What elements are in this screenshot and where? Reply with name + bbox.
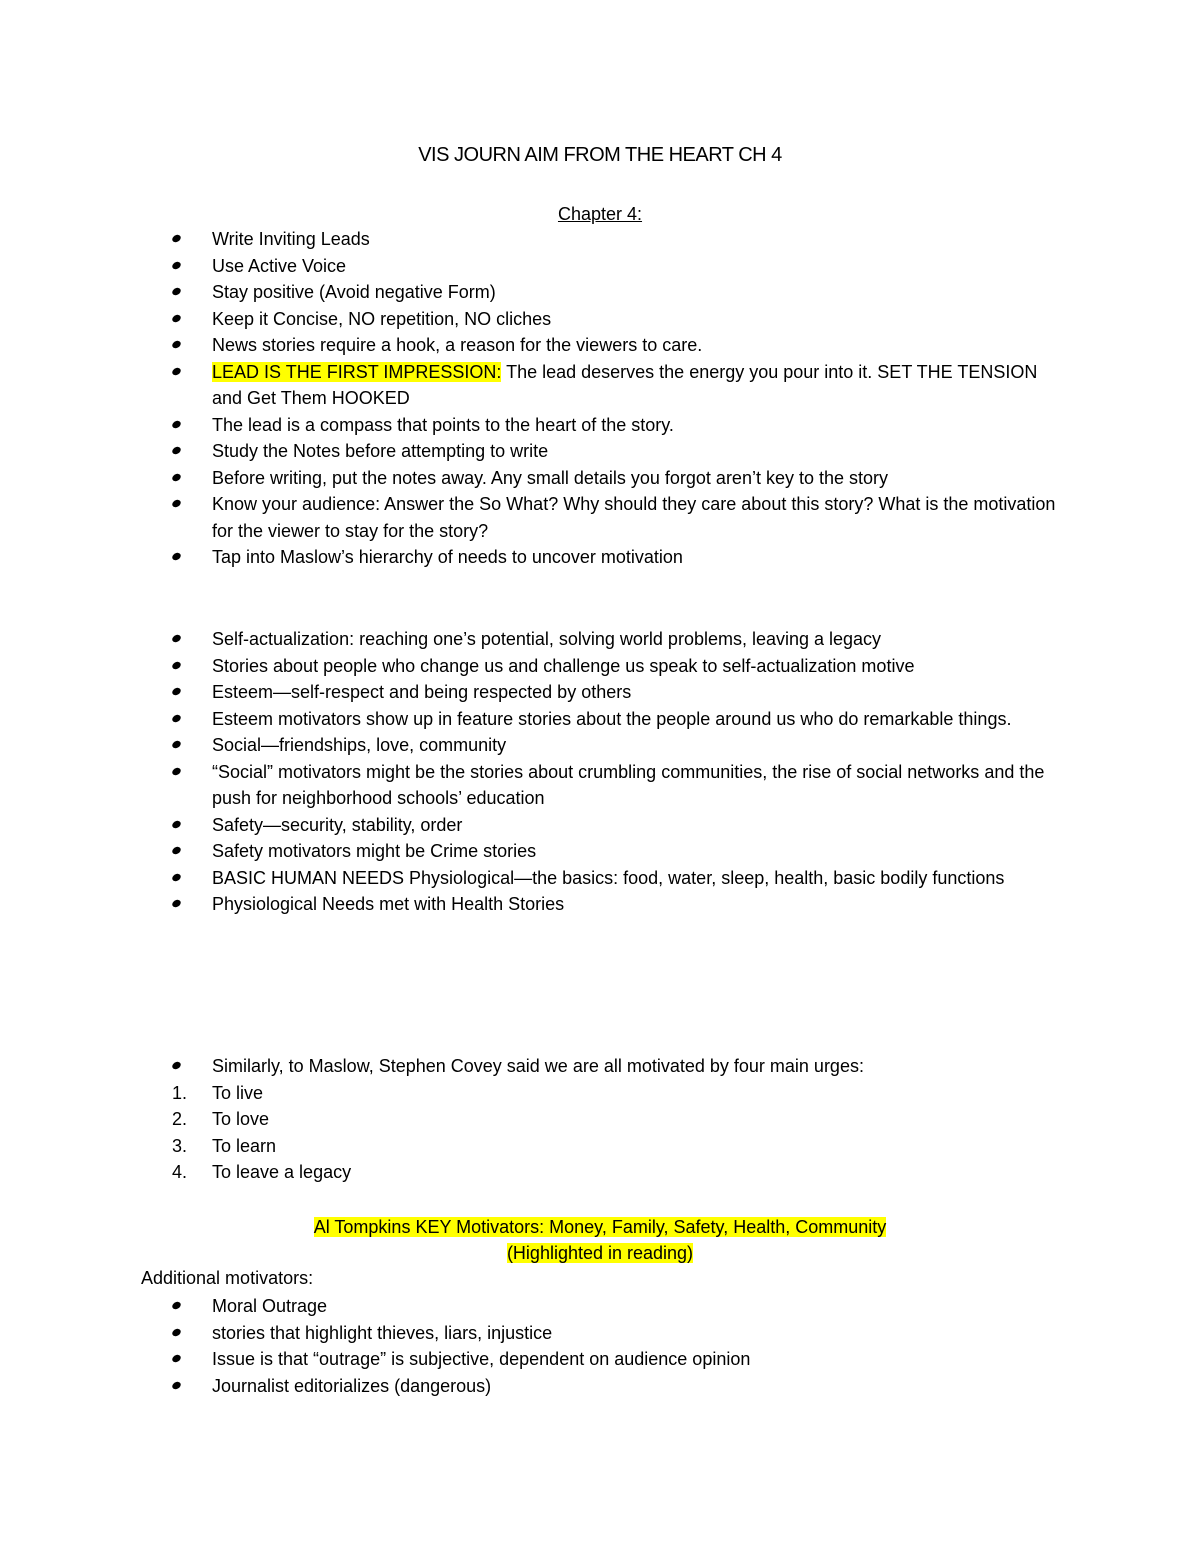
- bullet-icon: [171, 766, 182, 776]
- bullet-icon: [171, 419, 182, 429]
- list-item: Moral Outrage: [0, 1293, 1200, 1320]
- list-item: Similarly, to Maslow, Stephen Covey said we are all motivated by four main urges:: [0, 1053, 1200, 1080]
- list-item: News stories require a hook, a reason for the viewers to care.: [0, 332, 1200, 359]
- list-item: Tap into Maslow’s hierarchy of needs to uncover motivation: [0, 544, 1200, 571]
- list-item: stories that highlight thieves, liars, injustice: [0, 1320, 1200, 1347]
- bullet-icon: [171, 339, 182, 349]
- list-item: “Social” motivators might be the stories about crumbling communities, the rise of social networks and the push for neighborhood schools’ education: [0, 759, 1200, 812]
- bullet-icon: [171, 1380, 182, 1390]
- bullet-icon: [171, 1353, 182, 1363]
- bullet-icon: [171, 872, 182, 882]
- bullet-icon: [171, 633, 182, 643]
- list-item: The lead is a compass that points to the heart of the story.: [0, 412, 1200, 439]
- bullet-icon: [171, 286, 182, 296]
- list-item: Study the Notes before attempting to write: [0, 438, 1200, 465]
- bullet-list-maslow: [0, 626, 1200, 918]
- bullet-icon: [171, 898, 182, 908]
- list-item: BASIC HUMAN NEEDS Physiological—the basics: food, water, sleep, health, basic bodily functions: [0, 865, 1200, 892]
- bullet-icon: [171, 551, 182, 561]
- list-item: Use Active Voice: [0, 253, 1200, 280]
- list-item: Issue is that “outrage” is subjective, dependent on audience opinion: [0, 1346, 1200, 1373]
- bullet-icon: [171, 260, 182, 270]
- bullet-icon: [171, 713, 182, 723]
- bullet-icon: [171, 739, 182, 749]
- numbered-item: 1. To live: [172, 1082, 264, 1103]
- bullet-icon: [171, 1060, 182, 1070]
- list-item: Before writing, put the notes away. Any small details you forgot aren’t key to the story: [0, 465, 1200, 492]
- bullet-icon: [171, 1327, 182, 1337]
- list-item: Esteem motivators show up in feature stories about the people around us who do remarkable things.: [0, 706, 1200, 733]
- list-item: LEAD IS THE FIRST IMPRESSION: The lead deserves the energy you pour into it. SET THE TENSION and Get Them HOOKED: [0, 359, 1200, 412]
- list-item: Self-actualization: reaching one’s potential, solving world problems, leaving a legacy: [0, 626, 1200, 653]
- numbered-item: 4. To leave a legacy: [172, 1162, 352, 1182]
- list-item: Safety motivators might be Crime stories: [0, 838, 1200, 865]
- list-item: Esteem—self-respect and being respected by others: [0, 679, 1200, 706]
- tompkins-subheading: (Highlighted in reading): [506, 1243, 694, 1263]
- document-title: VIS JOURN AIM FROM THE HEART CH 4: [418, 144, 782, 166]
- list-item: Know your audience: Answer the So What? Why should they care about this story? What is the motivation for the viewer to stay for the story?: [0, 491, 1200, 544]
- list-item: Stay positive (Avoid negative Form): [0, 279, 1200, 306]
- additional-motivators-label: Additional motivators:: [141, 1268, 314, 1288]
- bullet-icon: [171, 686, 182, 696]
- list-item: Physiological Needs met with Health Stories: [0, 891, 1200, 918]
- bullet-icon: [171, 313, 182, 323]
- bullet-icon: [171, 845, 182, 855]
- list-item: Social—friendships, love, community: [0, 732, 1200, 759]
- numbered-item: 3. To learn: [172, 1135, 277, 1156]
- bullet-icon: [171, 819, 182, 829]
- tompkins-heading: Al Tompkins KEY Motivators: Money, Family, Safety, Health, Community: [313, 1217, 887, 1237]
- bullet-icon: [171, 233, 182, 243]
- covey-list: [0, 1053, 1200, 1186]
- bullet-list-additional: [0, 1293, 1200, 1399]
- bullet-icon: [171, 472, 182, 482]
- bullet-icon: [171, 660, 182, 670]
- list-item: Write Inviting Leads: [0, 226, 1200, 253]
- bullet-icon: [171, 1300, 182, 1310]
- list-item: Journalist editorializes (dangerous): [0, 1373, 1200, 1400]
- numbered-item: 2. To love: [172, 1109, 270, 1129]
- highlighted-text: LEAD IS THE FIRST IMPRESSION:: [212, 361, 502, 382]
- bullet-icon: [171, 445, 182, 455]
- bullet-icon: [171, 366, 182, 376]
- list-item: Safety—security, stability, order: [0, 812, 1200, 839]
- bullet-list-chapter-points: [0, 226, 1200, 571]
- bullet-icon: [171, 498, 182, 508]
- list-item: Stories about people who change us and challenge us speak to self-actualization motive: [0, 653, 1200, 680]
- list-item: Keep it Concise, NO repetition, NO cliches: [0, 306, 1200, 333]
- chapter-heading: Chapter 4:: [557, 204, 643, 224]
